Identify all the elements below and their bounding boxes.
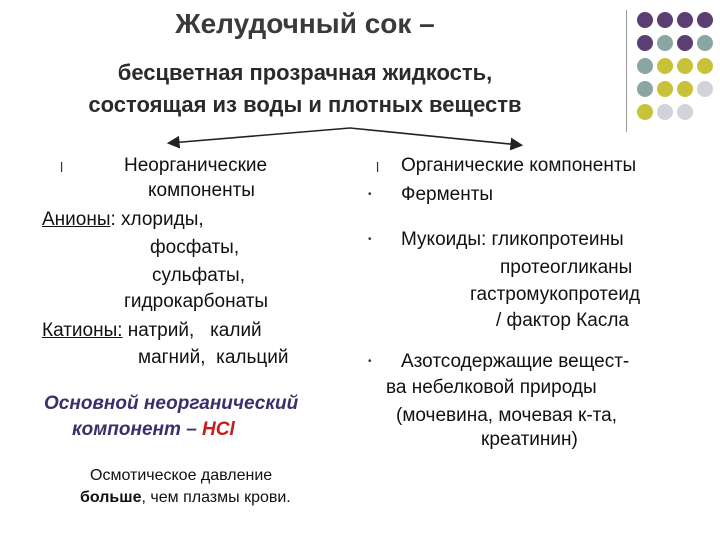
osmotic-line2 — [80, 489, 291, 507]
decorative-dot — [637, 35, 653, 51]
anions-line — [42, 209, 204, 231]
decorative-dot — [657, 81, 673, 97]
anions-first: : хлориды, — [110, 209, 204, 230]
main-component-line1: Основной неорганический — [44, 393, 299, 414]
anion-bicarbonates: гидрокарбонаты — [124, 291, 269, 312]
decorative-dot — [637, 58, 653, 74]
cations-line — [42, 320, 262, 342]
subtitle-line-1: бесцветная прозрачная жидкость, — [117, 60, 493, 85]
bullet-mucoids: • — [368, 234, 372, 245]
decorative-dot — [657, 12, 673, 28]
decorative-dot — [637, 104, 653, 120]
bullet-inorganic: l — [60, 159, 64, 175]
decorative-dot — [657, 35, 673, 51]
osmotic-bold: больше — [80, 489, 142, 506]
decorative-dot — [697, 81, 713, 97]
decorative-dot — [677, 58, 693, 74]
decorative-dot — [657, 104, 673, 120]
decorative-dot — [677, 35, 693, 51]
mucoids-line4: / фактор Касла — [496, 310, 629, 331]
slide-title: Желудочный сок – — [175, 8, 435, 39]
anion-phosphates: фосфаты, — [150, 237, 240, 258]
bullet-enzymes: • — [368, 189, 372, 200]
hcl-label: HCl — [202, 419, 235, 440]
inorganic-heading-line1: Неорганические — [124, 155, 268, 176]
mucoids-line3: гастромукопротеид — [470, 284, 641, 305]
arrow-left — [170, 128, 350, 143]
anions-label: Анионы — [42, 209, 111, 230]
mucoids-line2: протеогликаны — [500, 257, 633, 278]
vertical-divider — [626, 10, 627, 132]
nitrogen-line1: Азотсодержащие вещест- — [401, 351, 630, 372]
decorative-dot — [697, 58, 713, 74]
enzymes: Ферменты — [401, 184, 494, 205]
decorative-dot — [697, 12, 713, 28]
decorative-dot — [677, 12, 693, 28]
cations-first: натрий, калий — [122, 320, 262, 341]
decorative-dot — [677, 104, 693, 120]
decorative-dot — [697, 35, 713, 51]
mucoids-line1: Мукоиды: гликопротеины — [401, 229, 624, 250]
bullet-nitrogen: • — [368, 356, 372, 367]
organic-heading: Органические компоненты — [401, 155, 637, 176]
decorative-dot — [637, 12, 653, 28]
nitrogen-line3: (мочевина, мочевая к-та, — [396, 405, 617, 426]
inorganic-heading-line2: компоненты — [148, 180, 255, 201]
bullet-organic: l — [376, 159, 380, 175]
osmotic-rest: , чем плазмы крови. — [141, 489, 291, 506]
cations-second: магний, кальций — [138, 347, 289, 368]
decorative-dot — [657, 58, 673, 74]
decorative-dot — [677, 81, 693, 97]
main-component-prefix: компонент – — [72, 419, 203, 440]
arrow-right — [350, 128, 520, 145]
osmotic-line1: Осмотическое давление — [90, 467, 273, 484]
cations-label: Катионы: — [42, 320, 123, 341]
nitrogen-line2: ва небелковой природы — [386, 377, 597, 398]
anion-sulfates: сульфаты, — [152, 265, 245, 286]
nitrogen-line4: креатинин) — [481, 429, 578, 450]
decorative-dot-grid — [635, 10, 720, 132]
main-component-line2 — [72, 419, 235, 441]
decorative-dot — [637, 81, 653, 97]
subtitle-line-2: состоящая из воды и плотных веществ — [88, 92, 522, 117]
